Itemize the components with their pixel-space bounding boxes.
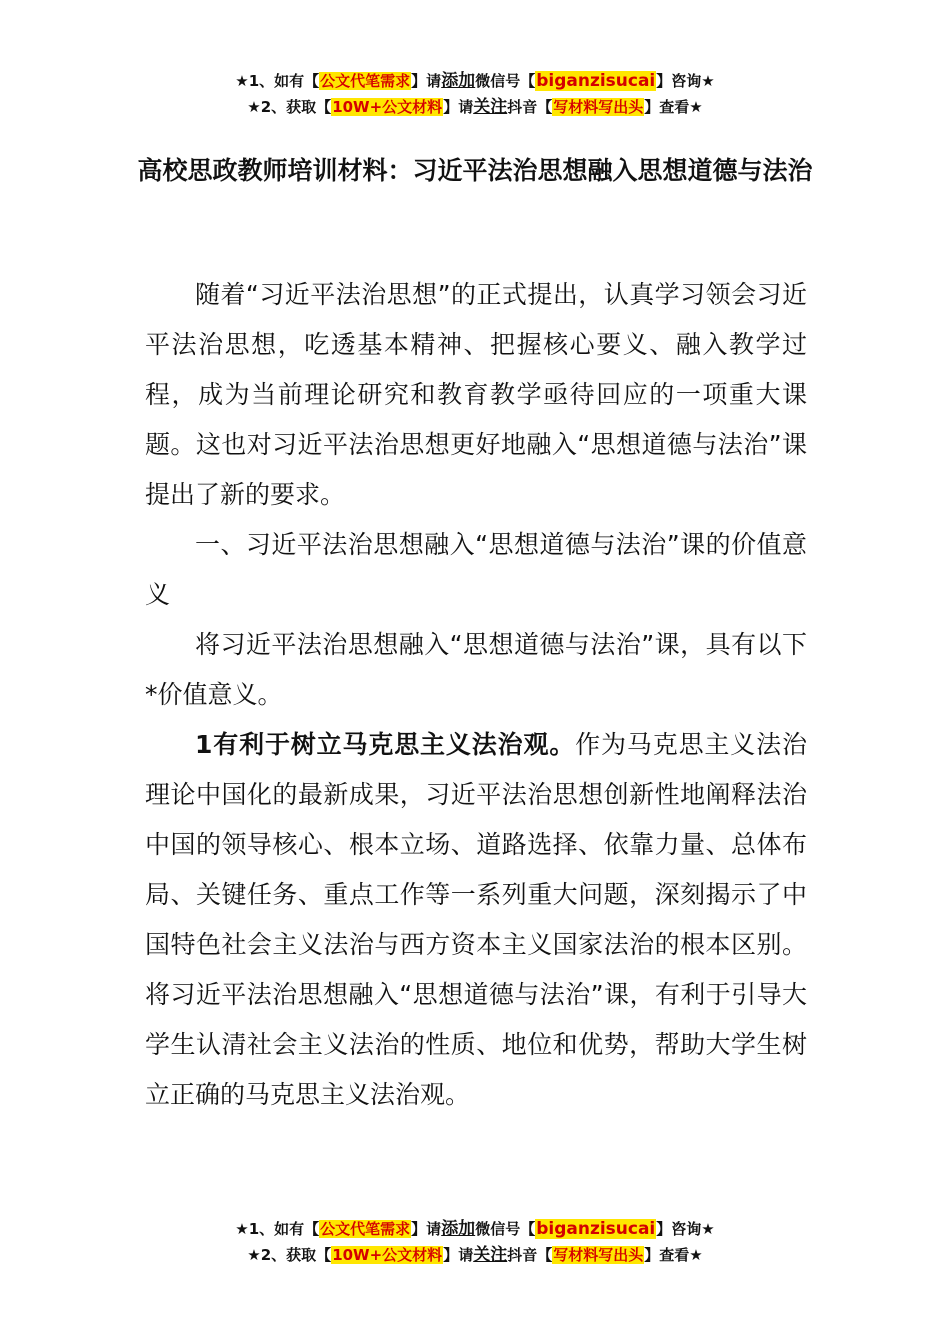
promo-highlight: 10W+公文材料	[332, 1246, 443, 1264]
promo-underlined: 关注	[473, 1245, 508, 1265]
promo-text: 】请	[411, 72, 442, 90]
promo-text: 2、获取【	[260, 98, 332, 116]
document-body	[145, 270, 807, 1120]
promo-highlight-douyin: 写材料写出头	[553, 98, 644, 116]
promo-text: 】请	[411, 1220, 442, 1238]
promo-text: 】请	[443, 1246, 474, 1264]
section-heading: 一、习近平法治思想融入“思想道德与法治”课的价值意义	[145, 530, 807, 609]
star-icon: ★	[701, 72, 715, 90]
promo-line-2	[0, 1242, 950, 1268]
paragraph-intro: 随着“习近平法治思想”的正式提出，认真学习领会习近平法治思想，吃透基本精神、把握核心要义、融入教学过程，成为当前理论研究和教育教学亟待回应的一项重大课题。这也对习近平法治思想更好地融入“思想道德与法治”课提出了新的要求。	[145, 280, 807, 509]
promo-highlight: 10W+公文材料	[332, 98, 443, 116]
promo-underlined: 添加	[441, 1219, 476, 1239]
star-icon: ★	[701, 1220, 715, 1238]
star-icon: ★	[247, 98, 261, 116]
star-icon: ★	[235, 1220, 249, 1238]
promo-text: 1、如有【	[248, 72, 320, 90]
star-icon: ★	[689, 1246, 703, 1264]
promo-text: 抖音【	[507, 1246, 553, 1264]
star-icon: ★	[689, 98, 703, 116]
promo-text: 1、如有【	[248, 1220, 320, 1238]
promo-underlined: 添加	[441, 71, 476, 91]
promo-highlight-wechat: biganzisucai	[536, 71, 656, 91]
point-lead: 1有利于树立马克思主义法治观。	[195, 730, 576, 759]
star-icon: ★	[247, 1246, 261, 1264]
promo-banner-bottom	[0, 1216, 950, 1268]
promo-text: 】查看	[644, 98, 690, 116]
paragraph-point-1	[145, 720, 807, 1120]
promo-highlight-douyin: 写材料写出头	[553, 1246, 644, 1264]
promo-line-1	[0, 68, 950, 94]
promo-line-1	[0, 1216, 950, 1242]
promo-text: 】查看	[644, 1246, 690, 1264]
document-title: 高校思政教师培训材料：习近平法治思想融入思想道德与法治	[137, 156, 813, 185]
promo-highlight: 公文代笔需求	[320, 72, 411, 90]
promo-underlined: 关注	[473, 97, 508, 117]
paragraph-value-intro: 将习近平法治思想融入“思想道德与法治”课，具有以下*价值意义。	[145, 630, 807, 709]
promo-line-2	[0, 94, 950, 120]
promo-text: 】咨询	[656, 72, 702, 90]
promo-text: 】请	[443, 98, 474, 116]
promo-highlight: 公文代笔需求	[320, 1220, 411, 1238]
star-icon: ★	[235, 72, 249, 90]
promo-banner-top	[0, 68, 950, 120]
point-text: 作为马克思主义法治理论中国化的最新成果，习近平法治思想创新性地阐释法治中国的领导核心、根本立场、道路选择、依靠力量、总体布局、关键任务、重点工作等一系列重大问题，深刻揭示了中国特色社会主义法治与西方资本主义国家法治的根本区别。将习近平法治思想融入“思想道德与法治”课，有利于引导大学生认清社会主义法治的性质、地位和优势，帮助大学生树立正确的马克思主义法治观。	[145, 730, 807, 1109]
promo-text: 微信号【	[475, 1220, 536, 1238]
promo-text: 抖音【	[507, 98, 553, 116]
promo-highlight-wechat: biganzisucai	[536, 1219, 656, 1239]
promo-text: 】咨询	[656, 1220, 702, 1238]
promo-text: 微信号【	[475, 72, 536, 90]
promo-text: 2、获取【	[260, 1246, 332, 1264]
